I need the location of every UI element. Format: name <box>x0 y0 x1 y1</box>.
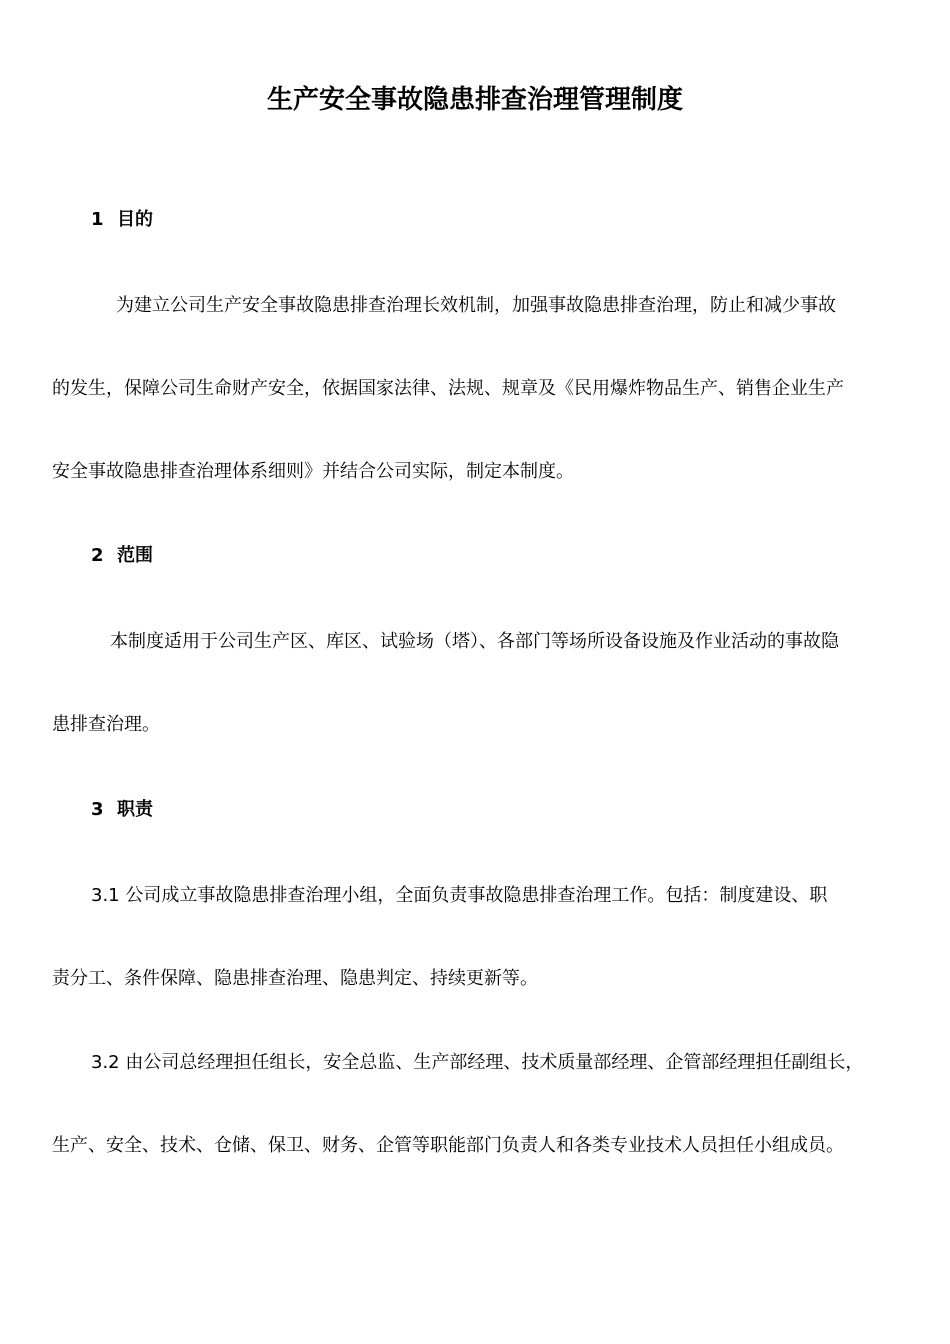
paragraph-line: 安全事故隐患排查治理体系细则》并结合公司实际，制定本制度。 <box>52 461 574 482</box>
section-number: 1 <box>91 209 104 230</box>
paragraph-line: 为建立公司生产安全事故隐患排查治理长效机制，加强事故隐患排查治理，防止和减少事故 <box>116 295 836 316</box>
clause-line: 3.1 公司成立事故隐患排查治理小组，全面负责事故隐患排查治理工作。包括：制度建设、职 <box>91 885 828 906</box>
section-heading-scope <box>91 544 153 568</box>
section-title: 目的 <box>117 209 153 230</box>
section-number: 3 <box>91 799 104 820</box>
section-title: 职责 <box>117 799 153 820</box>
paragraph-scope <box>52 600 908 766</box>
paragraph-line: 的发生，保障公司生命财产安全，依据国家法律、法规、规章及《民用爆炸物品生产、销售企业生产 <box>52 378 844 399</box>
clause-line: 生产、安全、技术、仓储、保卫、财务、企管等职能部门负责人和各类专业技术人员担任小组成员。 <box>52 1135 844 1156</box>
clause-line: 责分工、条件保障、隐患排查治理、隐患判定、持续更新等。 <box>52 968 538 989</box>
document-title: 生产安全事故隐患排查治理管理制度 <box>266 85 683 115</box>
paragraph-purpose <box>52 264 908 513</box>
section-title: 范围 <box>117 545 153 566</box>
paragraph-line: 患排查治理。 <box>52 714 160 735</box>
section-heading-purpose <box>91 208 153 232</box>
clause-3-2 <box>52 1021 908 1187</box>
section-number: 2 <box>91 545 104 566</box>
clause-line: 3.2 由公司总经理担任组长，安全总监、生产部经理、技术质量部经理、企管部经理担任副组长， <box>91 1052 864 1073</box>
clause-3-1 <box>52 854 908 1020</box>
paragraph-line: 本制度适用于公司生产区、库区、试验场（塔）、各部门等场所设备设施及作业活动的事故隐 <box>110 631 839 652</box>
section-heading-responsibilities <box>91 798 153 822</box>
